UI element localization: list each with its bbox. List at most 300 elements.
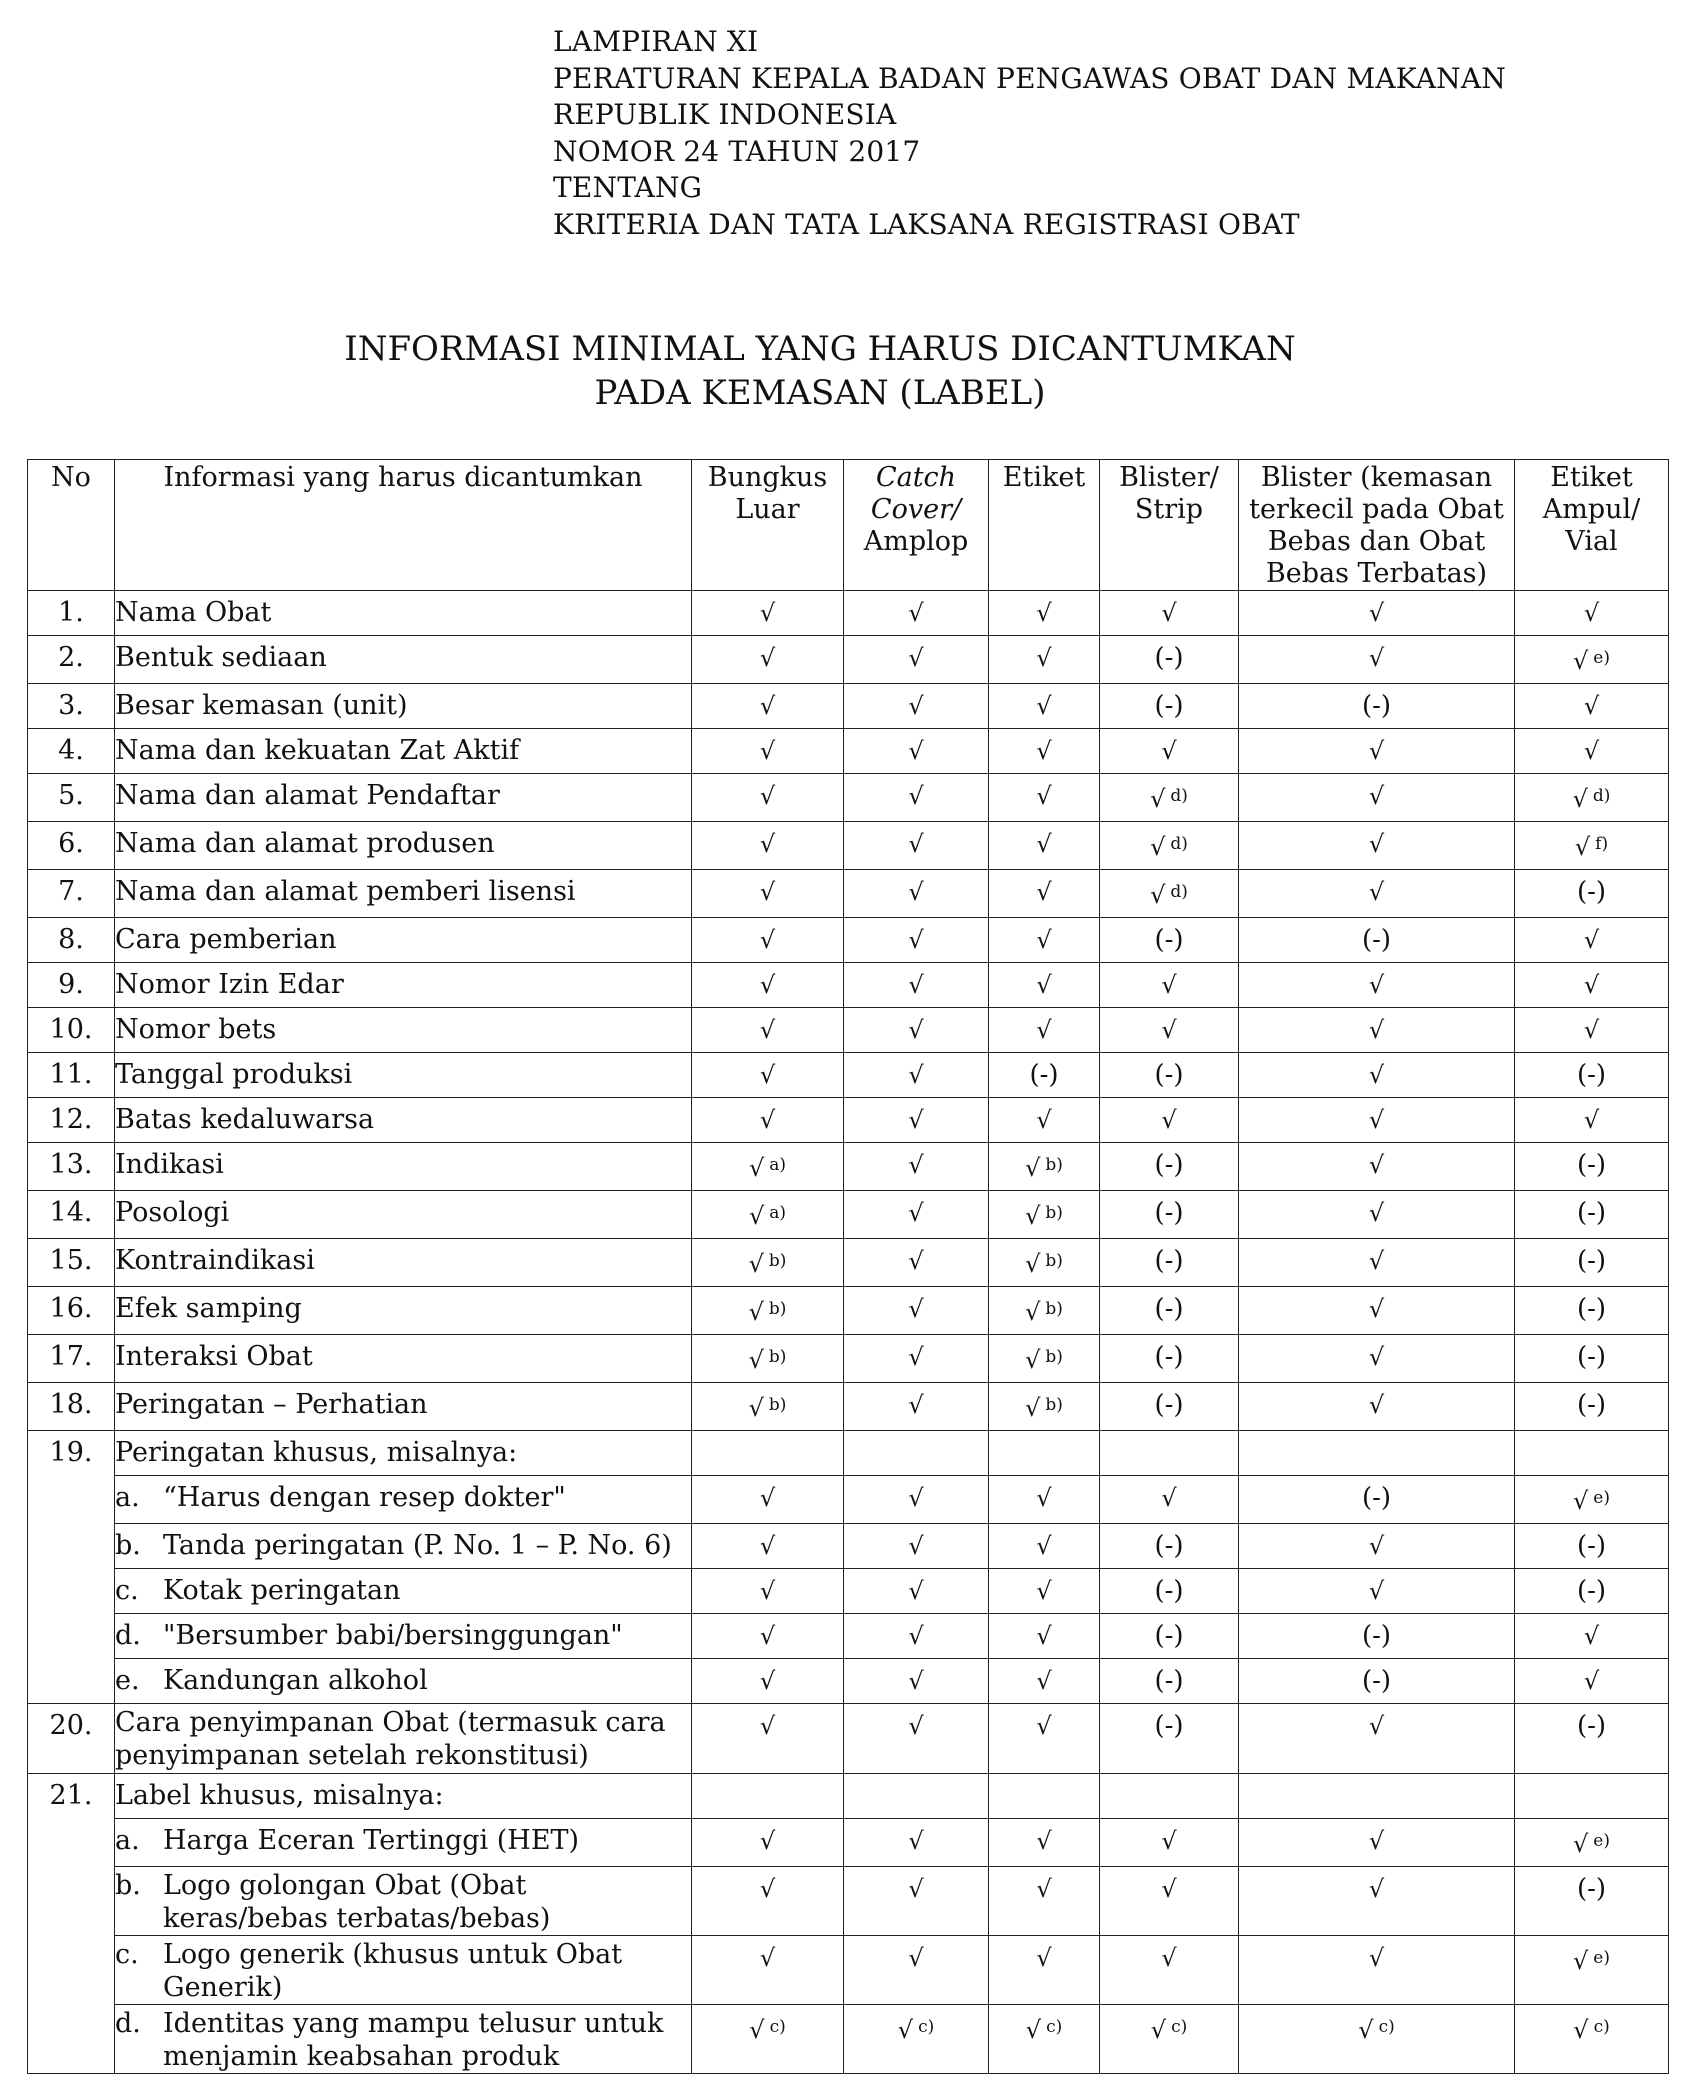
col-header-bungkus [692,460,844,591]
checkmark-icon: √ [1368,1391,1385,1419]
checkmark-icon: √ [908,1875,924,1903]
check-cell [1239,1819,1515,1867]
checkmark-icon: √ [1368,1827,1385,1855]
checkmark-icon: √ [759,971,776,999]
not-required-mark: (-) [1154,1711,1184,1741]
checkmark-icon: √ [1025,2016,1042,2044]
not-required-mark: (-) [1361,1621,1392,1651]
check-cell [989,1239,1100,1287]
sub-item-label [115,1819,692,1867]
check-cell [1515,1524,1669,1569]
footnote-mark: c) [1378,2017,1395,2037]
check-cell [1100,1335,1239,1383]
check-cell [1100,963,1239,1008]
checkmark-icon: √ [759,1827,776,1855]
checkmark-icon: √ [1573,1830,1589,1858]
not-required-mark: (-) [1154,925,1184,955]
checkmark-icon: √ [759,830,776,858]
sub-item-letter: b. [115,1530,141,1561]
checkmark-icon: √ [908,830,924,858]
table-row [28,1335,1669,1383]
check-cell [1515,1008,1669,1053]
checkmark-icon: √ [1036,1484,1052,1512]
checkmark-icon: √ [908,1016,924,1044]
col-header-line: Vial [1565,526,1618,557]
checkmark-icon: √ [1036,782,1052,810]
check-cell [989,1867,1100,1936]
footnote-mark: d) [1170,786,1188,806]
not-required-mark: (-) [1361,1666,1392,1696]
checkmark-icon: √ [1161,599,1177,627]
sub-item-label [115,1659,692,1704]
empty-cell [989,1774,1100,1819]
checkmark-icon: √ [1036,1875,1052,1903]
footnote-mark: b) [768,1395,787,1415]
checkmark-icon: √ [1368,1532,1385,1560]
checkmark-icon: √ [749,2016,765,2044]
not-required-mark: (-) [1576,1390,1607,1420]
not-required-mark: (-) [1154,1390,1184,1420]
check-cell [844,1569,989,1614]
col-header-info: Informasi yang harus dicantumkan [115,460,692,591]
check-cell [1239,1098,1515,1143]
not-required-mark: (-) [1576,1294,1607,1324]
header-line: PERATURAN KEPALA BADAN PENGAWAS OBAT DAN MAKANAN [553,61,1506,95]
check-cell [989,1819,1100,1867]
checkmark-icon: √ [1161,1827,1177,1855]
checkmark-icon: √ [1161,737,1177,765]
row-number: 17. [28,1335,115,1383]
sub-item-text: Kotak peringatan [163,1575,401,1606]
checkmark-icon: √ [908,1106,924,1134]
sub-item-letter: a. [115,1825,140,1856]
sub-item [115,2005,691,2073]
check-cell [1239,1287,1515,1335]
checkmark-icon: √ [1368,1944,1385,1972]
row-number: 1. [28,591,115,636]
footnote-mark: d) [1170,834,1188,854]
checkmark-icon: √ [1025,1202,1041,1230]
not-required-mark: (-) [1361,691,1392,721]
check-cell [1239,2005,1515,2074]
check-cell [1515,1098,1669,1143]
checkmark-icon: √ [1036,599,1052,627]
header-line: KRITERIA DAN TATA LAKSANA REGISTRASI OBAT [553,207,1300,241]
checkmark-icon: √ [908,1577,924,1605]
check-cell [1515,1936,1669,2005]
check-cell [844,1704,989,1774]
check-cell [1239,1659,1515,1704]
table-row [28,1008,1669,1053]
check-cell [1239,1569,1515,1614]
info-label: Label khusus, misalnya: [115,1774,692,1819]
check-cell [1100,1008,1239,1053]
footnote-mark: e) [1593,648,1610,668]
checkmark-icon: √ [1368,1875,1385,1903]
row-number: 20. [28,1704,115,1774]
sub-item-letter: d. [115,2008,141,2039]
checkmark-icon: √ [1368,1712,1385,1740]
not-required-mark: (-) [1576,1531,1607,1561]
not-required-mark: (-) [1154,643,1184,673]
col-header-line: Amplop [863,526,969,557]
checkmark-icon: √ [1025,1250,1041,1278]
check-cell [1100,1704,1239,1774]
col-header-line: Blister (kemasan [1260,462,1493,493]
checkmark-icon: √ [748,1202,765,1230]
not-required-mark: (-) [1154,1531,1184,1561]
checkmark-icon: √ [1036,971,1052,999]
check-cell [1239,1008,1515,1053]
footnote-mark: c) [1171,2017,1188,2037]
table-body [28,591,1669,2074]
sub-item-letter: e. [115,1665,140,1696]
check-cell [1515,822,1669,870]
table-row [28,1098,1669,1143]
check-cell [1239,729,1515,774]
checkmark-icon: √ [1036,1532,1052,1560]
sub-item-text: Logo generik (khusus untuk Obat Generik) [163,1939,623,2003]
col-header-line: Bebas dan Obat [1267,526,1486,557]
checkmark-icon: √ [908,926,924,954]
checkmark-icon: √ [1583,1016,1600,1044]
col-header-catch-cover [844,460,989,591]
check-cell [1239,1383,1515,1431]
sub-item [115,1614,691,1658]
check-cell [1100,1143,1239,1191]
check-cell [989,1287,1100,1335]
header-line: LAMPIRAN XI [553,25,759,58]
footnote-mark: b) [1045,1395,1063,1415]
checkmark-icon: √ [908,1247,924,1275]
check-cell [844,1383,989,1431]
sub-item-text: Tanda peringatan (P. No. 1 – P. No. 6) [163,1530,672,1561]
checkmark-icon: √ [908,1667,924,1695]
checkmark-icon: √ [759,1622,776,1650]
row-number: 18. [28,1383,115,1431]
info-label: Nama Obat [115,591,692,636]
checkmark-icon: √ [759,1484,776,1512]
info-label: Cara penyimpanan Obat (termasuk cara penyimpanan setelah rekonstitusi) [115,1704,692,1774]
footnote-mark: f) [1595,834,1609,854]
sub-item-label [115,1476,692,1524]
check-cell [1100,1569,1239,1614]
empty-cell [989,1431,1100,1476]
col-header-line: Luar [735,494,800,525]
check-cell [692,918,844,963]
check-cell [844,870,989,918]
checkmark-icon: √ [759,1875,776,1903]
table-row [28,1774,1669,1819]
checkmark-icon: √ [1368,1199,1385,1227]
checkmark-icon: √ [1368,644,1385,672]
check-cell [844,636,989,684]
checkmark-icon: √ [1036,692,1052,720]
footnote-mark: d) [1170,882,1188,902]
table-row [28,870,1669,918]
check-cell [1515,1053,1669,1098]
check-cell [844,2005,989,2074]
row-number: 16. [28,1287,115,1335]
check-cell [1100,822,1239,870]
checkmark-icon: √ [748,1394,764,1422]
info-label: Interaksi Obat [115,1335,692,1383]
checkmark-icon: √ [908,1061,924,1089]
title-line-1: INFORMASI MINIMAL YANG HARUS DICANTUMKAN [344,329,1296,369]
not-required-mark: (-) [1154,1294,1184,1324]
footnote-mark: a) [769,1155,787,1175]
checkmark-icon: √ [1573,1947,1589,1975]
check-cell [1100,1476,1239,1524]
info-label: Nama dan alamat Pendaftar [115,774,692,822]
checkmark-icon: √ [908,1343,924,1371]
info-label: Batas kedaluwarsa [115,1098,692,1143]
table-row [28,1659,1669,1704]
not-required-mark: (-) [1154,1198,1184,1228]
not-required-mark: (-) [1361,1483,1392,1513]
check-cell [844,1191,989,1239]
checkmark-icon: √ [908,1944,924,1972]
check-cell [1100,1239,1239,1287]
row-number: 19. [28,1431,115,1704]
checkmark-icon: √ [759,1106,776,1134]
not-required-mark: (-) [1154,1342,1184,1372]
check-cell [989,1383,1100,1431]
checkmark-icon: √ [1036,926,1052,954]
checkmark-icon: √ [1161,1944,1177,1972]
checkmark-icon: √ [748,1154,765,1182]
check-cell [989,1659,1100,1704]
check-cell [844,774,989,822]
check-cell [1239,1335,1515,1383]
checkmark-icon: √ [1583,926,1600,954]
info-label: Tanggal produksi [115,1053,692,1098]
sub-item [115,1819,691,1863]
row-number: 3. [28,684,115,729]
check-cell [692,1239,844,1287]
checkmark-icon: √ [759,737,776,765]
checkmark-icon: √ [908,692,924,720]
footnote-mark: c) [1593,2017,1610,2037]
check-cell [989,1053,1100,1098]
sub-item-label [115,1936,692,2005]
checkmark-icon: √ [897,2016,914,2044]
check-cell [1239,870,1515,918]
check-cell [1100,1659,1239,1704]
checkmark-icon: √ [1583,599,1600,627]
row-number: 10. [28,1008,115,1053]
checkmark-icon: √ [908,1827,924,1855]
check-cell [1100,1098,1239,1143]
checkmark-icon: √ [1150,881,1166,909]
checkmark-icon: √ [1368,1016,1385,1044]
checkmark-icon: √ [759,1712,776,1740]
empty-cell [1515,1774,1669,1819]
check-cell [844,1936,989,2005]
check-cell [844,1524,989,1569]
header-line: NOMOR 24 TAHUN 2017 [553,134,921,168]
checkmark-icon: √ [1161,1484,1177,1512]
not-required-mark: (-) [1576,1060,1607,1090]
checkmark-icon: √ [908,1484,924,1512]
checkmark-icon: √ [759,1532,776,1560]
not-required-mark: (-) [1029,1060,1059,1090]
table-row [28,1383,1669,1431]
checkmark-icon: √ [759,1944,776,1972]
check-cell [692,1098,844,1143]
check-cell [989,2005,1100,2074]
info-label: Bentuk sediaan [115,636,692,684]
check-cell [844,1008,989,1053]
checkmark-icon: √ [1150,833,1166,861]
checkmark-icon: √ [1358,2016,1374,2044]
check-cell [844,1239,989,1287]
checkmark-icon: √ [1036,1622,1052,1650]
checkmark-icon: √ [1368,878,1385,906]
table-row [28,1053,1669,1098]
checkmark-icon: √ [1161,1106,1177,1134]
checkmark-icon: √ [1368,1061,1385,1089]
checkmark-icon: √ [1368,599,1385,627]
check-cell [1100,918,1239,963]
not-required-mark: (-) [1154,691,1184,721]
col-header-line: Bebas Terbatas) [1265,558,1488,589]
footnote-mark: c) [1046,2017,1063,2037]
check-cell [1100,1936,1239,2005]
info-label: Peringatan khusus, misalnya: [115,1431,692,1476]
check-cell [692,1287,844,1335]
table-row [28,918,1669,963]
check-cell [989,1008,1100,1053]
row-number: 21. [28,1774,115,2074]
footnote-mark: b) [1045,1251,1063,1271]
row-number: 13. [28,1143,115,1191]
col-header-blister [1100,460,1239,591]
check-cell [1515,684,1669,729]
check-cell [1100,2005,1239,2074]
checkmark-icon: √ [908,1391,924,1419]
check-cell [1239,1476,1515,1524]
table-row [28,1704,1669,1774]
check-cell [1100,591,1239,636]
check-cell [1515,1239,1669,1287]
col-header-line: Ampul/ [1542,494,1641,525]
checkmark-icon: √ [1573,647,1589,675]
check-cell [989,636,1100,684]
check-cell [1239,1143,1515,1191]
not-required-mark: (-) [1576,1576,1607,1606]
check-cell [692,1659,844,1704]
check-cell [1100,636,1239,684]
table-row [28,684,1669,729]
col-header-line [844,494,988,526]
col-header-etiket: Etiket [989,460,1100,591]
checkmark-icon: √ [908,1622,924,1650]
check-cell [989,729,1100,774]
checkmark-icon: √ [1036,644,1052,672]
table-row [28,822,1669,870]
checkmark-icon: √ [908,878,924,906]
row-number: 2. [28,636,115,684]
row-number: 9. [28,963,115,1008]
sub-item [115,1476,691,1520]
checkmark-icon: √ [1368,1295,1385,1323]
empty-cell [692,1431,844,1476]
label-requirements-table [27,459,1669,2074]
check-cell [989,870,1100,918]
check-cell [1515,1476,1669,1524]
info-label: Besar kemasan (unit) [115,684,692,729]
row-number: 11. [28,1053,115,1098]
col-header-line: terkecil pada Obat [1249,494,1504,525]
check-cell [1100,870,1239,918]
col-header-line: Strip [1134,494,1204,525]
check-cell [692,822,844,870]
check-cell [692,1867,844,1936]
check-cell [1239,1704,1515,1774]
checkmark-icon: √ [1368,1151,1385,1179]
check-cell [1515,591,1669,636]
table-row [28,729,1669,774]
page-title [0,327,1640,415]
footnote-mark: c) [918,2017,935,2037]
check-cell [989,1614,1100,1659]
empty-cell [1515,1431,1669,1476]
check-cell [844,822,989,870]
not-required-mark: (-) [1576,1198,1607,1228]
not-required-mark: (-) [1576,1246,1607,1276]
sub-item-text: Logo golongan Obat (Obat keras/bebas terbatas/bebas) [163,1870,551,1934]
empty-cell [1100,1774,1239,1819]
check-cell [1100,684,1239,729]
check-cell [1515,636,1669,684]
check-cell [692,774,844,822]
empty-cell [844,1774,989,1819]
check-cell [692,2005,844,2074]
check-cell [844,1867,989,1936]
sub-item-text: “Harus dengan resep dokter" [163,1482,566,1513]
checkmark-icon: √ [1583,1667,1600,1695]
check-cell [844,684,989,729]
footnote-mark: d) [1592,786,1611,806]
check-cell [989,774,1100,822]
info-label: Nomor Izin Edar [115,963,692,1008]
check-cell [989,1191,1100,1239]
check-cell [1515,963,1669,1008]
checkmark-icon: √ [1025,1298,1041,1326]
footnote-mark: b) [1045,1347,1063,1367]
checkmark-icon: √ [1583,971,1600,999]
checkmark-icon: √ [1036,1667,1052,1695]
info-label: Nama dan alamat pemberi lisensi [115,870,692,918]
check-cell [692,870,844,918]
check-cell [1239,1867,1515,1936]
row-number: 6. [28,822,115,870]
check-cell [844,963,989,1008]
row-number: 15. [28,1239,115,1287]
sub-item-label [115,2005,692,2074]
checkmark-icon: √ [1583,1622,1600,1650]
header-line: TENTANG [553,171,703,204]
row-number: 14. [28,1191,115,1239]
check-cell [989,822,1100,870]
footnote-mark: b) [1045,1299,1063,1319]
info-label: Cara pemberian [115,918,692,963]
info-label: Kontraindikasi [115,1239,692,1287]
col-header-blister-kecil [1239,460,1515,591]
info-label: Posologi [115,1191,692,1239]
checkmark-icon: √ [1573,1487,1589,1515]
